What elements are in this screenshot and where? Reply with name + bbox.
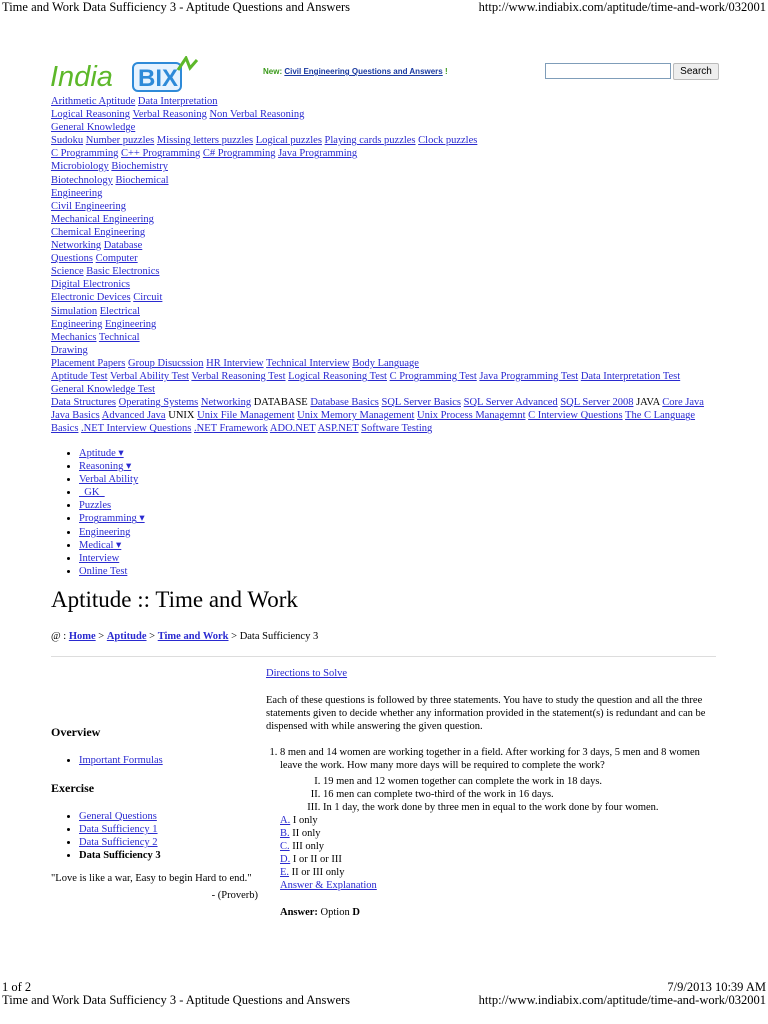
nav-row — [51, 108, 716, 121]
menu-link[interactable]: Aptitude ▾ — [79, 448, 124, 459]
nav-link[interactable]: Electrical — [99, 305, 140, 317]
breadcrumb-current: Data Sufficiency 3 — [239, 631, 319, 642]
print-page-title: Time and Work Data Sufficiency 3 - Aptitude Questions and Answers — [2, 0, 351, 14]
nav-link[interactable]: .NET Framework — [194, 423, 268, 435]
nav-link[interactable]: Aptitude Test — [51, 370, 108, 382]
list-item — [79, 754, 261, 767]
nav-label: DATABASE — [253, 397, 308, 409]
nav-row — [51, 331, 716, 344]
nav-link[interactable]: Arithmetic Aptitude — [51, 96, 136, 107]
nav-link[interactable]: Technical Interview — [266, 357, 350, 369]
nav-link[interactable]: C++ Programming — [121, 148, 201, 160]
nav-row — [51, 278, 716, 291]
option-e-text: II or III only — [291, 867, 345, 879]
breadcrumb-time-and-work[interactable]: Time and Work — [157, 631, 229, 642]
breadcrumb-aptitude[interactable]: Aptitude — [106, 631, 147, 642]
nav-link[interactable]: Unix Process Managemnt — [417, 410, 526, 422]
exercise-heading: Exercise — [51, 781, 95, 796]
nav-link[interactable]: Civil Engineering — [51, 200, 126, 212]
overview-heading: Overview — [51, 725, 101, 739]
nav-link[interactable]: Logical Reasoning Test — [288, 370, 387, 382]
nav-link[interactable]: Java Basics — [51, 410, 100, 422]
data-sufficiency-1-link[interactable]: Data Sufficiency 1 — [79, 824, 158, 836]
nav-link[interactable]: Science — [51, 266, 84, 278]
option-b-text: II only — [292, 827, 321, 839]
nav-link[interactable]: Data Interpretation — [137, 96, 218, 107]
nav-label: UNIX — [168, 410, 195, 422]
nav-link[interactable]: Microbiology — [51, 161, 109, 173]
nav-link[interactable]: Computer — [95, 253, 138, 265]
nav-link[interactable]: Operating Systems — [118, 397, 199, 409]
nav-link[interactable]: Mechanics — [51, 331, 97, 343]
option-e — [280, 866, 716, 879]
nav-link[interactable]: Biotechnology — [51, 174, 113, 186]
answer-explanation-link[interactable]: Answer & Explanation — [280, 880, 377, 892]
nav-link[interactable]: C# Programming — [202, 148, 276, 160]
nav-link[interactable]: Networking — [51, 240, 102, 252]
quote-text: "Love is like a war, Easy to begin Hard to end." — [51, 873, 252, 885]
option-d-text: I or II or III — [292, 854, 342, 866]
nav-link[interactable]: Logical puzzles — [255, 135, 322, 147]
menu-item — [79, 565, 145, 578]
question-text: 8 men and 14 women are working together in a field. After working for 3 days, 5 men and 8 women leave the work. How many more days will be required to complete the work? — [280, 747, 700, 772]
nav-link[interactable]: General Knowledge Test — [51, 384, 156, 396]
print-page-title-footer: Time and Work Data Sufficiency 3 - Aptitude Questions and Answers — [2, 993, 351, 1007]
nav-link[interactable]: C Programming — [51, 148, 119, 160]
nav-link[interactable]: SQL Server 2008 — [560, 397, 634, 409]
nav-link[interactable]: Digital Electronics — [51, 279, 131, 291]
statement-item: III. In 1 day, the work done by three men in equal to the work done by four women. — [323, 801, 716, 814]
list-item — [79, 823, 261, 836]
sidebar — [51, 725, 261, 902]
nav-link[interactable]: Core Java — [662, 397, 704, 409]
nav-link[interactable]: Biochemical — [115, 174, 169, 186]
announcement-suffix: ! — [442, 67, 448, 76]
nav-link[interactable]: Networking — [200, 397, 252, 409]
nav-row — [51, 239, 716, 252]
nav-link[interactable]: Database — [103, 240, 143, 252]
print-url-footer: http://www.indiabix.com/aptitude/time-and-work/032001 — [478, 993, 766, 1007]
data-sufficiency-2-link[interactable]: Data Sufficiency 2 — [79, 837, 158, 849]
nav-link[interactable]: Verbal Reasoning Test — [191, 370, 286, 382]
nav-row — [51, 213, 716, 226]
options-list — [280, 814, 716, 893]
directions-text: Each of these questions is followed by three statements. You have to study the question and all the three statements given to decide whether any information provided in the statement(s) is redundant and can be dispensed with while answering the given question. — [266, 695, 706, 733]
list-item — [79, 810, 261, 823]
statement-item: I. 19 men and 12 women together can complete the work in 18 days. — [323, 775, 716, 788]
nav-link[interactable]: C Programming Test — [389, 370, 477, 382]
nav-row — [51, 147, 716, 160]
search-button[interactable]: Search — [673, 63, 719, 80]
nav-row — [51, 344, 716, 357]
announcement — [263, 67, 448, 76]
nav-row — [51, 357, 716, 370]
print-datetime: 7/9/2013 10:39 AM — [667, 980, 766, 994]
option-e-link[interactable]: E. — [280, 867, 290, 879]
menu-link[interactable]: Verbal Ability — [79, 474, 139, 486]
nav-link[interactable]: Number puzzles — [85, 135, 155, 147]
nav-row — [51, 200, 716, 213]
nav-link[interactable]: ADO.NET — [269, 423, 316, 435]
menu-item — [79, 552, 145, 565]
nav-link[interactable]: Mechanical Engineering — [51, 213, 154, 225]
breadcrumb: @ : Home > Aptitude > Time and Work > Data Sufficiency 3 — [51, 631, 319, 642]
nav-link[interactable]: Non Verbal Reasoning — [209, 109, 305, 121]
quote-source: - (Proverb) — [211, 890, 258, 902]
nav-row — [51, 318, 716, 331]
menu-item — [79, 460, 145, 473]
nav-link[interactable]: Unix File Management — [197, 410, 295, 422]
nav-row — [51, 187, 716, 200]
menu-link[interactable]: Medical ▾ — [79, 539, 122, 551]
nav-link[interactable]: Verbal Reasoning — [132, 109, 207, 121]
nav-link[interactable]: Clock puzzles — [418, 135, 478, 147]
nav-link[interactable]: Java Programming — [278, 148, 358, 160]
question-item — [280, 746, 716, 919]
menu-link[interactable]: Puzzles — [79, 500, 112, 512]
nav-row — [51, 160, 716, 173]
print-page-number: 1 of 2 — [2, 980, 32, 994]
nav-row — [51, 134, 716, 147]
print-url: http://www.indiabix.com/aptitude/time-and-work/032001 — [478, 0, 766, 14]
divider — [51, 656, 716, 657]
nav-link[interactable]: Database Basics — [310, 397, 379, 409]
option-a — [280, 814, 716, 827]
nav-link[interactable]: Basic Electronics — [86, 266, 160, 278]
option-d-link[interactable]: D. — [280, 854, 291, 866]
menu-link[interactable]: Online Test — [79, 565, 128, 577]
menu-link[interactable]: Programming ▾ — [79, 513, 145, 525]
menu-item — [79, 512, 145, 525]
nav-link[interactable]: .NET Interview Questions — [81, 423, 192, 435]
nav-link[interactable]: Software Testing — [361, 423, 433, 435]
indiabix-logo-image — [50, 56, 200, 96]
logo-india-text: India — [50, 61, 113, 93]
nav-link[interactable]: Logical Reasoning — [51, 109, 131, 121]
nav-link[interactable]: SQL Server Basics — [381, 397, 461, 409]
announcement-link[interactable]: Civil Engineering Questions and Answers — [284, 67, 443, 76]
important-formulas-link[interactable]: Important Formulas — [79, 755, 163, 766]
option-d — [280, 853, 716, 866]
menu-link[interactable]: Reasoning ▾ — [79, 461, 132, 473]
nav-link[interactable]: Verbal Ability Test — [109, 370, 189, 382]
option-c-text: III only — [292, 841, 325, 853]
nav-link[interactable]: Engineering — [51, 318, 103, 330]
menu-item — [79, 539, 145, 552]
nav-link[interactable]: SQL Server Advanced — [463, 397, 558, 409]
menu-item — [79, 486, 145, 499]
nav-link[interactable]: Group Disucssion — [127, 357, 204, 369]
answer-label: Answer: — [280, 907, 318, 919]
question-content — [266, 667, 716, 920]
nav-link[interactable]: Technical — [98, 331, 140, 343]
search-input[interactable] — [545, 63, 671, 79]
statement-list — [280, 775, 716, 814]
nav-link[interactable]: HR Interview — [206, 357, 264, 369]
option-c-link[interactable]: C. — [280, 841, 290, 853]
menu-item — [79, 499, 145, 512]
list-item — [79, 849, 261, 862]
nav-link[interactable]: Engineering — [104, 318, 157, 330]
nav-link[interactable]: Chemical Engineering — [51, 226, 146, 238]
question-list — [266, 746, 716, 919]
option-a-text: I only — [292, 814, 318, 826]
nav-row — [51, 265, 716, 278]
indiabix-logo[interactable] — [50, 56, 200, 96]
nav-link[interactable]: Sudoku — [51, 135, 84, 147]
nav-link[interactable]: The C Language Basics — [51, 410, 696, 435]
nav-link[interactable]: Body Language — [352, 357, 419, 369]
option-a-link[interactable]: A. — [280, 814, 291, 826]
nav-link[interactable]: Missing letters puzzles — [156, 135, 254, 147]
nav-row — [51, 95, 716, 108]
nav-link[interactable]: Drawing — [51, 344, 88, 356]
answer-option: D — [352, 907, 360, 919]
nav-link[interactable]: Unix Memory Management — [297, 410, 415, 422]
option-b-link[interactable]: B. — [280, 827, 290, 839]
breadcrumb-home[interactable]: Home — [68, 631, 96, 642]
nav-link[interactable]: Advanced Java — [101, 410, 166, 422]
menu-item — [79, 447, 145, 460]
nav-link[interactable]: Circuit — [133, 292, 163, 304]
announcement-prefix: New: — [263, 67, 285, 76]
option-c — [280, 840, 716, 853]
logo-swoosh-icon — [178, 58, 197, 70]
menu-link[interactable]: Engineering — [79, 526, 131, 538]
nav-row — [51, 121, 716, 134]
answer-text: Option — [317, 907, 353, 919]
nav-link[interactable]: C Interview Questions — [528, 410, 623, 422]
directions-link[interactable]: Directions to Solve — [266, 668, 348, 679]
nav-row — [51, 396, 716, 435]
logo-bix-text: BIX — [138, 65, 179, 92]
page-title: Aptitude :: Time and Work — [51, 587, 298, 612]
nav-link[interactable]: Data Interpretation Test — [580, 370, 681, 382]
current-exercise: Data Sufficiency 3 — [79, 850, 161, 862]
breadcrumb-at: @ : — [51, 631, 69, 642]
overview-list — [51, 754, 261, 767]
quote — [51, 872, 261, 902]
list-item — [79, 836, 261, 849]
nav-row — [51, 370, 716, 396]
answer — [280, 906, 716, 919]
nav-link[interactable]: Questions — [51, 253, 93, 265]
nav-row — [51, 174, 716, 187]
menu-item — [79, 526, 145, 539]
nav-link[interactable]: ASP.NET — [317, 423, 359, 435]
exercise-list — [51, 810, 261, 862]
nav-row — [51, 226, 716, 239]
option-b — [280, 827, 716, 840]
menu-link[interactable]: Interview — [79, 552, 120, 564]
general-questions-link[interactable]: General Questions — [79, 811, 157, 823]
menu-item — [79, 473, 145, 486]
main-menu — [66, 447, 145, 578]
nav-label: JAVA — [636, 397, 660, 409]
nav-link[interactable]: Data Structures — [51, 397, 117, 409]
nav-link[interactable]: Biochemistry — [111, 161, 168, 173]
menu-link[interactable]: GK — [79, 487, 105, 499]
nav-row — [51, 305, 716, 318]
top-category-links — [51, 95, 716, 435]
nav-link[interactable]: Electronic Devices — [51, 292, 131, 304]
nav-row — [51, 291, 716, 304]
nav-link[interactable]: Java Programming Test — [479, 370, 579, 382]
nav-row — [51, 252, 716, 265]
nav-link[interactable]: Engineering — [51, 187, 103, 199]
statement-item: II. 16 men can complete two-third of the work in 16 days. — [323, 788, 716, 801]
nav-link[interactable]: Placement Papers — [51, 357, 126, 369]
nav-link[interactable]: Simulation — [51, 305, 98, 317]
nav-link[interactable]: Playing cards puzzles — [324, 135, 416, 147]
nav-link[interactable]: General Knowledge — [51, 122, 136, 134]
